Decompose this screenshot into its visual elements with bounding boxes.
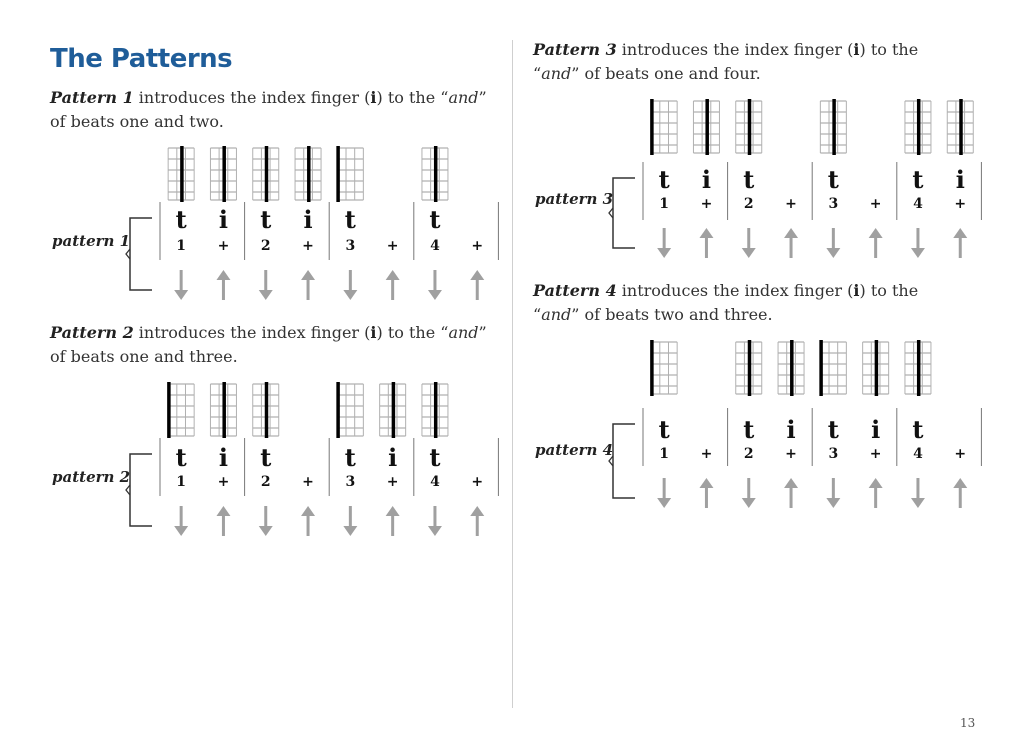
barre-mark <box>748 340 752 396</box>
chord-diagram-icon <box>736 340 762 396</box>
pattern-1-heading: Pattern 1 <box>50 88 134 107</box>
beat-count: + <box>954 446 967 462</box>
barre-mark <box>222 146 226 202</box>
finger-symbol: t <box>344 443 356 472</box>
barre-mark <box>650 340 654 396</box>
intro-text: introduces the index finger ( <box>138 88 371 107</box>
finger-symbol: i <box>388 443 398 472</box>
barre-mark <box>167 382 171 438</box>
finger-symbol: t <box>827 165 839 194</box>
arrow-up-icon <box>953 228 967 258</box>
finger-symbol: t <box>175 443 187 472</box>
finger-symbol: t <box>912 415 924 444</box>
arrow-down-icon <box>259 270 273 300</box>
intro-text: ) to the “ <box>376 88 449 107</box>
arrow-down-icon <box>742 228 756 258</box>
barre-mark <box>917 340 921 396</box>
beat-count: 1 <box>176 474 187 490</box>
arrow-head <box>953 478 967 488</box>
arrow-down-icon <box>657 478 671 508</box>
arrow-head <box>699 228 713 238</box>
chord-diagram-icon <box>168 146 194 202</box>
arrow-head <box>259 290 273 300</box>
arrow-down-icon <box>428 506 442 536</box>
arrow-up-icon <box>301 506 315 536</box>
finger-symbol: i <box>218 205 229 234</box>
finger-symbol: t <box>260 205 272 234</box>
beat-count: 4 <box>913 196 923 212</box>
arrow-head <box>428 290 442 300</box>
beat-count: 1 <box>176 238 187 254</box>
arrow-head <box>742 248 756 258</box>
finger-symbol: i <box>955 165 965 194</box>
beat-count: 2 <box>743 446 754 462</box>
pattern-4-heading: Pattern 4 <box>533 281 617 300</box>
beat-count: 1 <box>659 196 670 212</box>
chord-diagram-icon <box>210 382 236 438</box>
arrow-head <box>699 478 713 488</box>
beat-count: 4 <box>430 238 440 254</box>
arrow-head <box>742 498 756 508</box>
arrow-head <box>470 506 484 516</box>
barre-mark <box>832 99 836 155</box>
arrow-up-icon <box>470 506 484 536</box>
finger-symbol: t <box>658 165 670 194</box>
finger-symbol: t <box>827 415 839 444</box>
finger-symbol: i <box>303 205 313 234</box>
bracket-line <box>613 178 635 248</box>
arrow-head <box>259 526 273 536</box>
chord-diagram-icon <box>947 99 973 155</box>
bracket-line <box>130 218 152 290</box>
barre-mark <box>265 146 269 202</box>
beat-count: + <box>700 196 713 212</box>
chord-diagram-icon <box>650 99 677 155</box>
finger-symbol: i <box>701 165 712 194</box>
beat-count: + <box>386 474 399 490</box>
beat-count: + <box>869 196 882 212</box>
beat-count: 1 <box>659 446 670 462</box>
beat-count: 3 <box>828 446 839 462</box>
barre-mark <box>705 99 709 155</box>
arrow-head <box>869 228 883 238</box>
pattern-label: pattern 2 <box>52 468 131 486</box>
beat-count: + <box>302 238 314 254</box>
finger-letter: i <box>853 40 860 59</box>
finger-symbol: t <box>743 165 755 194</box>
finger-letter: i <box>853 281 860 300</box>
chord-diagram-icon <box>905 340 931 396</box>
barre-mark <box>790 340 794 396</box>
beat-count: + <box>217 238 230 254</box>
chord-diagram-icon <box>167 382 194 438</box>
arrow-head <box>784 228 798 238</box>
finger-symbol: t <box>344 205 356 234</box>
chord-diagram-icon <box>778 340 804 396</box>
barre-mark <box>875 340 879 396</box>
chord-diagram-icon <box>422 146 448 202</box>
and-word: and <box>448 88 479 107</box>
beat-count: + <box>954 196 967 212</box>
arrow-head <box>911 498 925 508</box>
arrow-head <box>953 228 967 238</box>
barre-mark <box>222 382 226 438</box>
beat-count: 3 <box>828 196 839 212</box>
chord-diagram-icon <box>863 340 889 396</box>
finger-symbol: t <box>658 415 670 444</box>
beat-count: + <box>471 238 484 254</box>
arrow-down-icon <box>826 478 840 508</box>
barre-mark <box>265 382 269 438</box>
chord-diagram-icon <box>736 99 762 155</box>
finger-symbol: t <box>429 443 441 472</box>
arrow-up-icon <box>216 270 230 300</box>
barre-mark <box>180 146 184 202</box>
beat-count: + <box>302 474 314 490</box>
arrow-head <box>343 290 357 300</box>
finger-symbol: t <box>912 165 924 194</box>
arrow-down-icon <box>259 506 273 536</box>
beat-count: 4 <box>430 474 440 490</box>
beat-count: + <box>869 446 882 462</box>
intro-text: ” of beats one and three. <box>50 323 487 366</box>
arrow-head <box>428 526 442 536</box>
arrow-down-icon <box>343 270 357 300</box>
beat-count: + <box>386 238 399 254</box>
arrow-down-icon <box>657 228 671 258</box>
barre-mark <box>650 99 654 155</box>
arrow-down-icon <box>174 506 188 536</box>
beat-count: 4 <box>913 446 923 462</box>
barre-mark <box>748 99 752 155</box>
barre-mark <box>959 99 963 155</box>
arrow-down-icon <box>174 270 188 300</box>
arrow-up-icon <box>784 228 798 258</box>
barre-mark <box>819 340 823 396</box>
barre-mark <box>434 146 438 202</box>
chord-diagram-icon <box>253 382 279 438</box>
finger-letter: i <box>370 88 377 107</box>
arrow-head <box>826 498 840 508</box>
column-divider <box>512 40 513 708</box>
chord-diagram-icon <box>336 146 363 202</box>
finger-symbol: t <box>743 415 755 444</box>
intro-text: ” of beats one and two. <box>50 88 487 131</box>
arrow-down-icon <box>911 478 925 508</box>
and-word: and <box>448 323 479 342</box>
finger-symbol: i <box>786 415 796 444</box>
arrow-head <box>216 270 230 280</box>
pattern-3-heading: Pattern 3 <box>533 40 617 59</box>
intro-text: ) to the “ <box>533 281 919 324</box>
arrow-head <box>301 270 315 280</box>
barre-mark <box>392 382 396 438</box>
chord-diagram-icon <box>905 99 931 155</box>
beat-count: + <box>785 196 797 212</box>
arrow-head <box>657 248 671 258</box>
barre-mark <box>336 146 340 202</box>
arrow-head <box>301 506 315 516</box>
arrow-head <box>911 248 925 258</box>
intro-text: ” of beats two and three. <box>571 305 773 324</box>
arrow-head <box>386 506 400 516</box>
arrow-head <box>826 248 840 258</box>
beat-count: 2 <box>260 474 271 490</box>
chord-diagram-icon <box>336 382 363 438</box>
arrow-down-icon <box>911 228 925 258</box>
chord-diagram-icon <box>422 382 448 438</box>
arrow-down-icon <box>428 270 442 300</box>
intro-text: ” of beats one and four. <box>571 64 761 83</box>
beat-count: 2 <box>743 196 754 212</box>
pattern-2-heading: Pattern 2 <box>50 323 134 342</box>
arrow-up-icon <box>386 270 400 300</box>
arrow-down-icon <box>343 506 357 536</box>
intro-text: ) to the “ <box>376 323 449 342</box>
beat-count: + <box>471 474 484 490</box>
barre-mark <box>307 146 311 202</box>
arrow-up-icon <box>301 270 315 300</box>
arrow-up-icon <box>869 478 883 508</box>
pattern-label: pattern 1 <box>52 232 131 250</box>
beat-count: 3 <box>345 238 356 254</box>
arrow-head <box>470 270 484 280</box>
arrow-up-icon <box>216 506 230 536</box>
chord-diagram-icon <box>650 340 677 396</box>
arrow-head <box>216 506 230 516</box>
finger-symbol: t <box>175 205 187 234</box>
arrow-up-icon <box>386 506 400 536</box>
arrow-head <box>784 478 798 488</box>
chord-diagram-icon <box>819 340 846 396</box>
chord-diagram-icon <box>820 99 846 155</box>
page-number: 13 <box>960 716 976 730</box>
chord-diagram-icon <box>295 146 321 202</box>
arrow-down-icon <box>742 478 756 508</box>
finger-symbol: t <box>429 205 441 234</box>
arrow-up-icon <box>953 478 967 508</box>
arrow-down-icon <box>826 228 840 258</box>
bracket-line <box>130 454 152 526</box>
intro-text: introduces the index finger ( <box>621 281 854 300</box>
page-title: The Patterns <box>50 44 233 74</box>
arrow-up-icon <box>869 228 883 258</box>
barre-mark <box>917 99 921 155</box>
barre-mark <box>434 382 438 438</box>
arrow-head <box>174 290 188 300</box>
beat-count: 3 <box>345 474 356 490</box>
intro-text: ) to the “ <box>533 40 919 83</box>
beat-count: 2 <box>260 238 271 254</box>
beat-count: + <box>700 446 713 462</box>
chord-diagram-icon <box>693 99 719 155</box>
beat-count: + <box>217 474 230 490</box>
arrow-up-icon <box>470 270 484 300</box>
pattern-label: pattern 4 <box>535 441 614 459</box>
barre-mark <box>336 382 340 438</box>
finger-symbol: i <box>871 415 881 444</box>
and-word: and <box>541 64 572 83</box>
finger-letter: i <box>370 323 377 342</box>
finger-symbol: i <box>218 443 229 472</box>
arrow-up-icon <box>784 478 798 508</box>
and-word: and <box>541 305 572 324</box>
arrow-up-icon <box>699 478 713 508</box>
chord-diagram-icon <box>380 382 406 438</box>
finger-symbol: t <box>260 443 272 472</box>
chord-diagram-icon <box>210 146 236 202</box>
pattern-label: pattern 3 <box>535 190 614 208</box>
arrow-head <box>386 270 400 280</box>
arrow-head <box>657 498 671 508</box>
bracket-line <box>613 424 635 498</box>
beat-count: + <box>785 446 797 462</box>
arrow-up-icon <box>699 228 713 258</box>
arrow-head <box>343 526 357 536</box>
arrow-head <box>869 478 883 488</box>
arrow-head <box>174 526 188 536</box>
chord-diagram-icon <box>253 146 279 202</box>
intro-text: introduces the index finger ( <box>621 40 854 59</box>
intro-text: introduces the index finger ( <box>138 323 371 342</box>
